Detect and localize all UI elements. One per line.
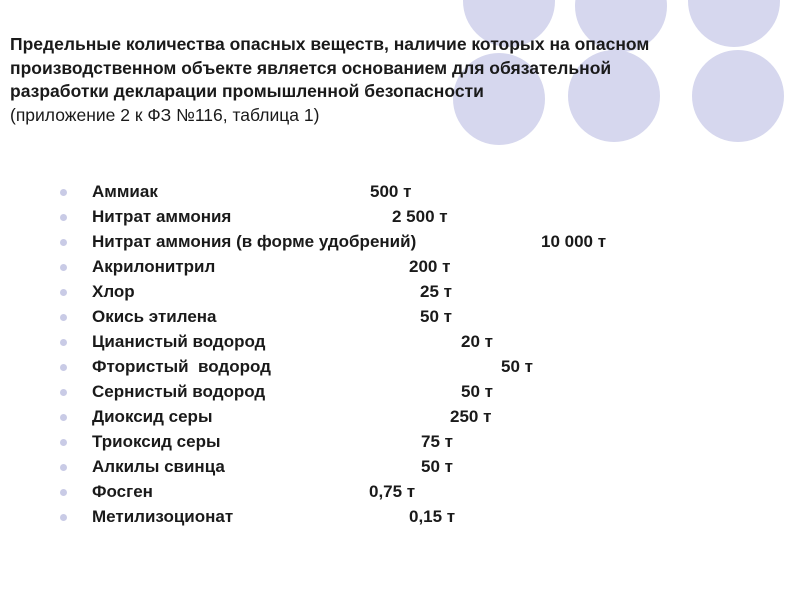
substance-amount: 75 т — [421, 432, 453, 451]
substance-name: Фосген — [92, 482, 153, 501]
list-item — [0, 180, 800, 204]
substance-amount: 50 т — [461, 382, 493, 401]
substance-amount: 50 т — [501, 357, 533, 376]
substance-amount: 20 т — [461, 332, 493, 351]
substance-name: Метилизоционат — [92, 507, 234, 526]
list-item — [0, 255, 800, 279]
substance-amount: 10 000 т — [541, 232, 607, 251]
substance-name: Аммиак — [92, 182, 158, 201]
substance-amount: 200 т — [409, 257, 451, 276]
substance-amount: 0,15 т — [409, 507, 456, 526]
bullet-icon — [60, 314, 67, 321]
substance-name: Хлор — [92, 282, 135, 301]
title-line-2: производственном объекте является основанием для обязательной — [10, 57, 612, 78]
list-item — [0, 455, 800, 479]
bullet-icon — [60, 489, 67, 496]
bullet-icon — [60, 264, 67, 271]
substance-name: Алкилы свинца — [92, 457, 225, 476]
substance-amount: 50 т — [421, 457, 453, 476]
substance-name: Цианистый водород — [92, 332, 266, 351]
list-item — [0, 430, 800, 454]
bullet-icon — [60, 364, 67, 371]
substance-name: Окись этилена — [92, 307, 217, 326]
substance-name: Акрилонитрил — [92, 257, 216, 276]
substance-amount: 50 т — [420, 307, 452, 326]
bullet-icon — [60, 239, 67, 246]
list-item — [0, 380, 800, 404]
title-subtitle: (приложение 2 к ФЗ №116, таблица 1) — [10, 104, 320, 125]
bullet-icon — [60, 189, 67, 196]
title-line-3: разработки декларации промышленной безопасности — [10, 81, 484, 101]
list-item — [0, 405, 800, 429]
substance-name: Диоксид серы — [92, 407, 213, 426]
list-item — [0, 355, 800, 379]
list-item — [0, 480, 800, 504]
bullet-icon — [60, 464, 67, 471]
list-item — [0, 505, 800, 529]
bullet-icon — [60, 439, 67, 446]
substance-amount: 25 т — [420, 282, 452, 301]
bullet-icon — [60, 414, 67, 421]
bullet-icon — [60, 339, 67, 346]
substance-name: Нитрат аммония — [92, 207, 232, 226]
list-item — [0, 230, 800, 254]
list-item — [0, 305, 800, 329]
substance-amount: 2 500 т — [392, 207, 448, 226]
substance-amount: 500 т — [370, 182, 412, 201]
bullet-icon — [60, 514, 67, 521]
substance-amount: 0,75 т — [369, 482, 416, 501]
substance-name: Триоксид серы — [92, 432, 221, 451]
substance-name: Сернистый водород — [92, 382, 266, 401]
bullet-icon — [60, 389, 67, 396]
list-item — [0, 205, 800, 229]
bullet-icon — [60, 289, 67, 296]
title-line-1: Предельные количества опасных веществ, наличие которых на опасном — [10, 34, 650, 54]
substance-amount: 250 т — [450, 407, 492, 426]
substance-name: Нитрат аммония (в форме удобрений) — [92, 232, 417, 251]
substance-name: Фтористый водород — [92, 357, 271, 376]
bullet-icon — [60, 214, 67, 221]
slide-title — [10, 33, 800, 127]
list-item — [0, 280, 800, 304]
list-item — [0, 330, 800, 354]
